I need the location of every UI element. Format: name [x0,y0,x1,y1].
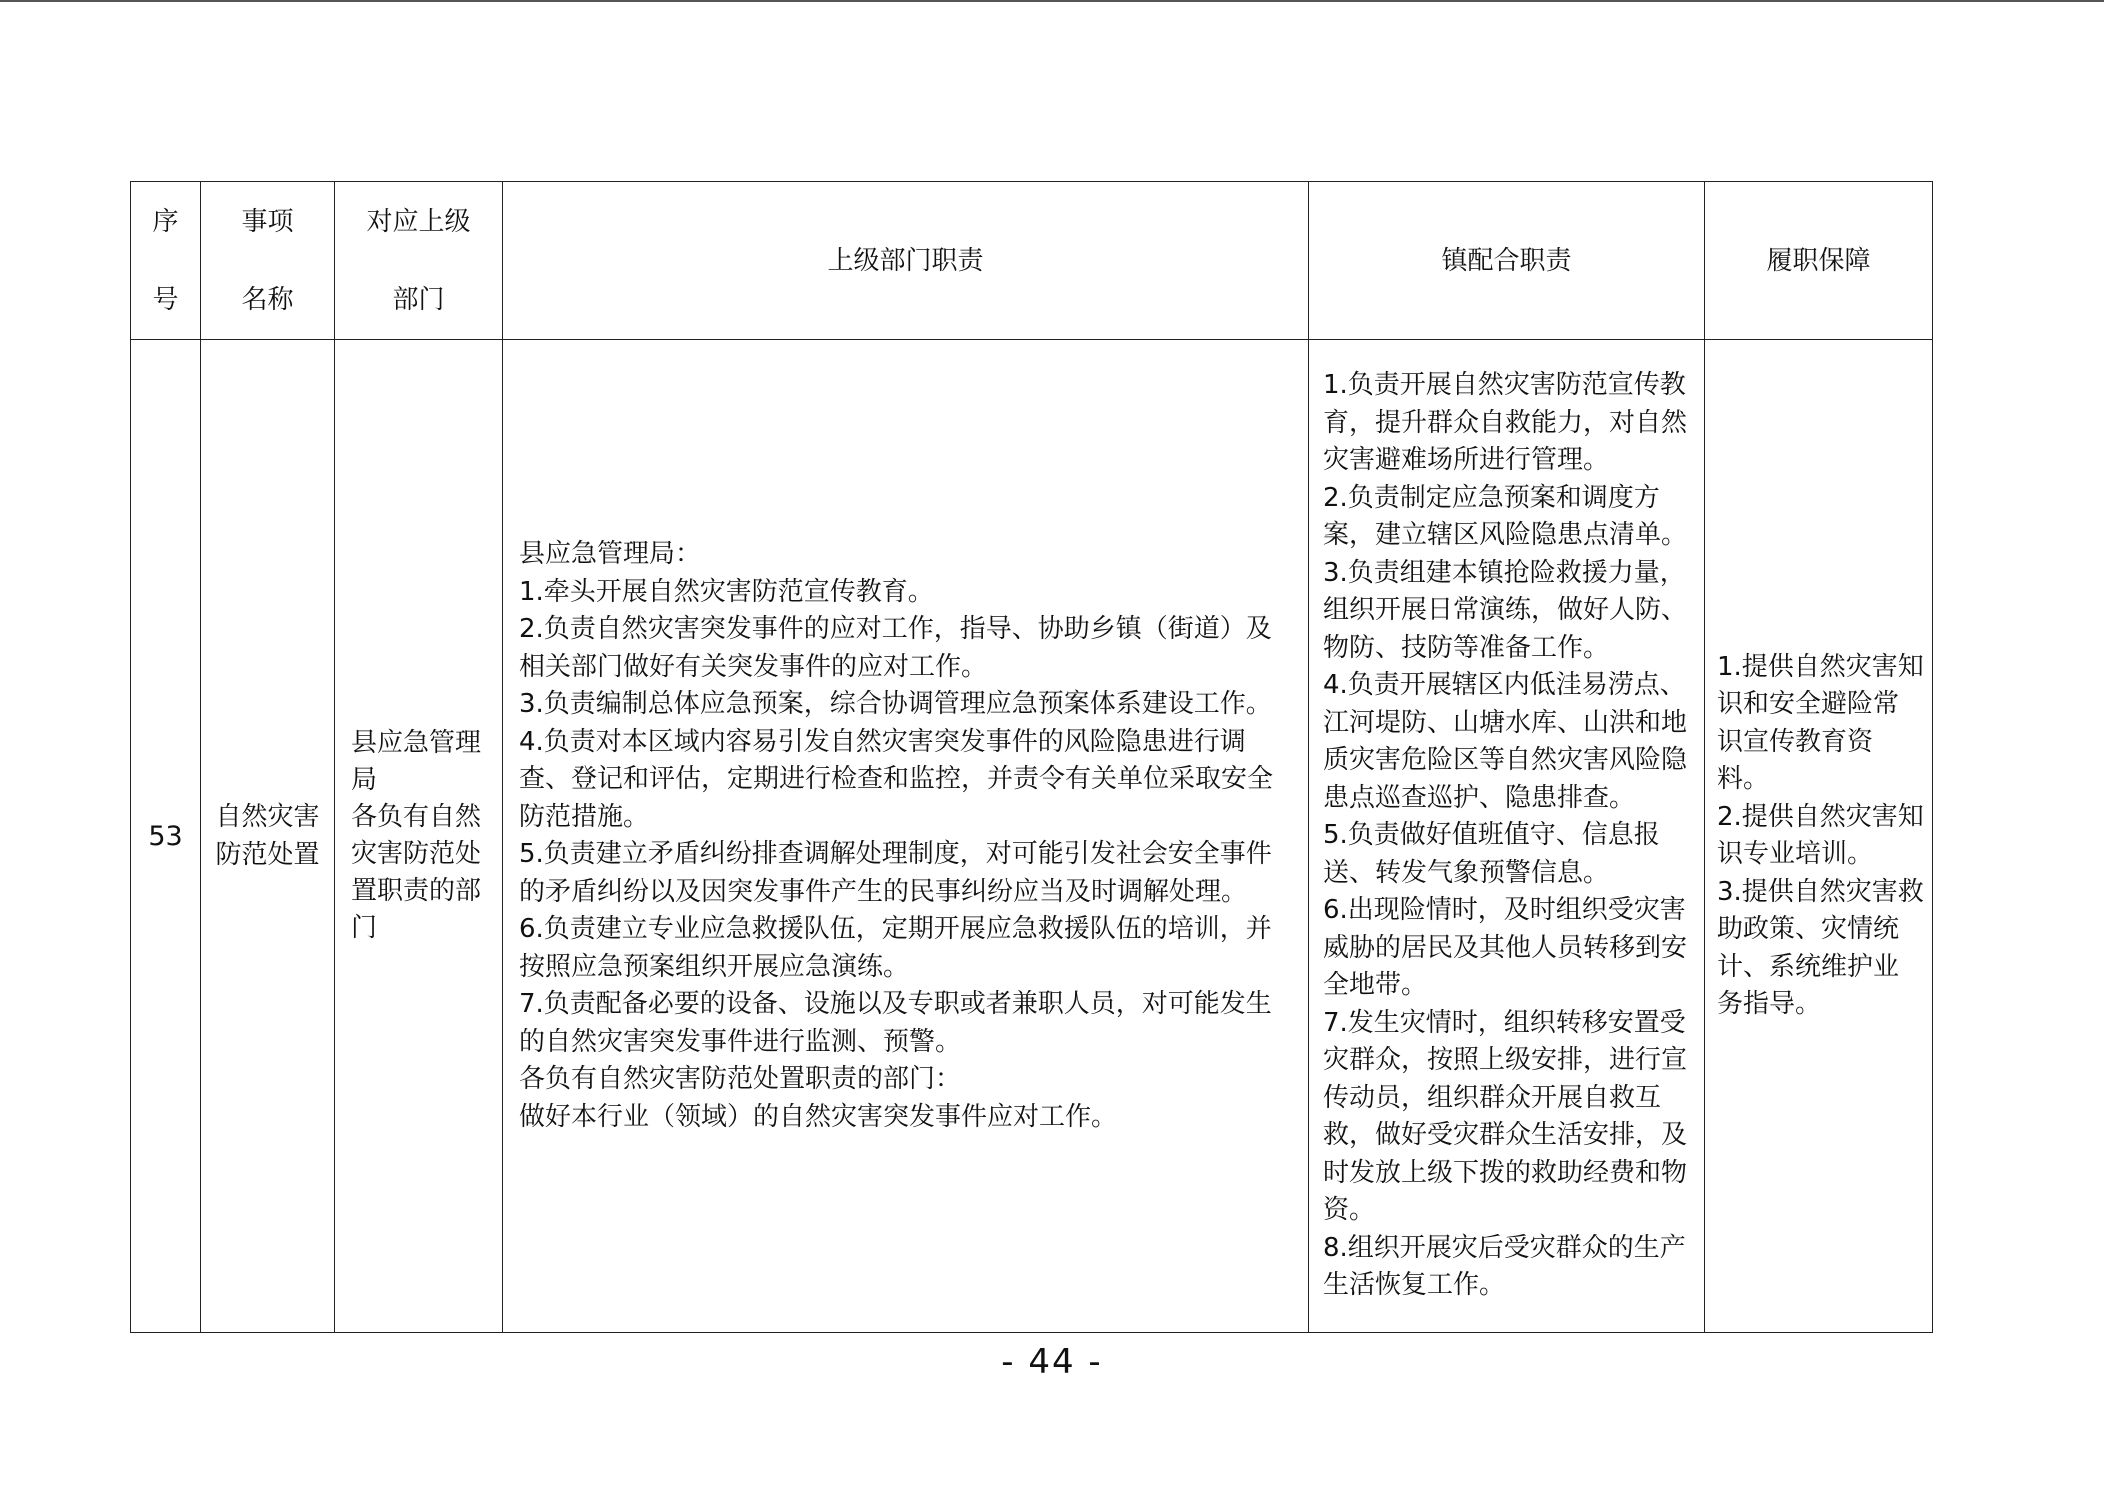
guarantee-line: 1.提供自然灾害知识和安全避险常识宣传教育资料。 [1717,651,1924,794]
upper-duty-cell [503,340,1309,1333]
upper-duty-line: 2.负责自然灾害突发事件的应对工作，指导、协助乡镇（街道）及相关部门做好有关突发事件的应对工作。 [519,614,1272,682]
header-seq [131,182,201,340]
item-name: 自然灾害防范处置 [201,340,335,1333]
town-duty-line: 6.出现险情时，及时组织受灾害威胁的居民及其他人员转移到安全地带。 [1323,895,1688,1001]
town-duty-line: 1.负责开展自然灾害防范宣传教育，提升群众自救能力，对自然灾害避难场所进行管理。 [1323,370,1688,476]
upper-duty-line: 4.负责对本区域内容易引发自然灾害突发事件的风险隐患进行调查、登记和评估，定期进行检查和监控，并责令有关单位采取安全防范措施。 [519,726,1274,832]
header-upper-dept-line-2: 部门 [392,284,445,315]
upper-duty-line: 6.负责建立专业应急救援队伍，定期开展应急救援队伍的培训，并按照应急预案组织开展应急演练。 [519,914,1272,982]
town-duty-line: 2.负责制定应急预案和调度方案，建立辖区风险隐患点清单。 [1323,482,1688,551]
header-upper-dept-line-1: 对应上级 [366,206,471,237]
upper-dept-text: 县应急管理局 各负有自然灾害防范处置职责的部门 [351,728,482,943]
header-item [201,182,335,340]
header-guarantee: 履职保障 [1705,182,1933,340]
upper-duty-line: 1.牵头开展自然灾害防范宣传教育。 [519,576,934,607]
upper-dept [335,340,503,1333]
page-number: - 44 - [1001,1342,1103,1382]
guarantee-line: 2.提供自然灾害知识专业培训。 [1717,801,1924,869]
header-upper-duty: 上级部门职责 [503,182,1309,340]
table-header-row [131,182,1933,340]
town-duty-line: 5.负责做好值班值守、信息报送、转发气象预警信息。 [1323,820,1660,888]
town-duty-cell [1309,340,1705,1333]
guarantee-cell [1705,340,1933,1333]
header-seq-line-1: 序 [152,206,179,237]
upper-duty-line: 3.负责编制总体应急预案，综合协调管理应急预案体系建设工作。 [519,689,1272,719]
upper-duty-line: 县应急管理局： [519,539,702,569]
upper-duty-line: 各负有自然灾害防范处置职责的部门： [519,1064,962,1094]
town-duty-line: 3.负责组建本镇抢险救援力量，组织开展日常演练，做好人防、物防、技防等准备工作。 [1323,557,1688,663]
header-item-line-2: 名称 [241,284,294,315]
town-duty-line: 4.负责开展辖区内低洼易涝点、江河堤防、山塘水库、山洪和地质灾害危险区等自然灾害风险隐患点巡查巡护、隐患排查。 [1323,670,1688,813]
header-item-line-1: 事项 [241,206,294,237]
upper-duty-line: 做好本行业（领域）的自然灾害突发事件应对工作。 [519,1101,1118,1132]
header-seq-line-2: 号 [152,284,179,315]
header-upper-dept [335,182,503,340]
table-row [131,340,1933,1333]
header-town-duty: 镇配合职责 [1309,182,1705,340]
row-number: 53 [131,340,201,1333]
top-border-line [0,0,2104,2]
upper-duty-line: 5.负责建立矛盾纠纷排查调解处理制度，对可能引发社会安全事件的矛盾纠纷以及因突发事件产生的民事纠纷应当及时调解处理。 [519,839,1272,907]
town-duty-line: 7.发生灾情时，组织转移安置受灾群众，按照上级安排，进行宣传动员，组织群众开展自救互救，做好受灾群众生活安排，及时发放上级下拨的救助经费和物资。 [1323,1007,1688,1226]
upper-duty-line: 7.负责配备必要的设备、设施以及专职或者兼职人员，对可能发生的自然灾害突发事件进行监测、预警。 [519,989,1272,1057]
town-duty-line: 8.组织开展灾后受灾群众的生产生活恢复工作。 [1323,1232,1686,1301]
responsibility-table [130,181,1933,1333]
guarantee-line: 3.提供自然灾害救助政策、灾情统计、系统维护业务指导。 [1717,876,1924,1019]
